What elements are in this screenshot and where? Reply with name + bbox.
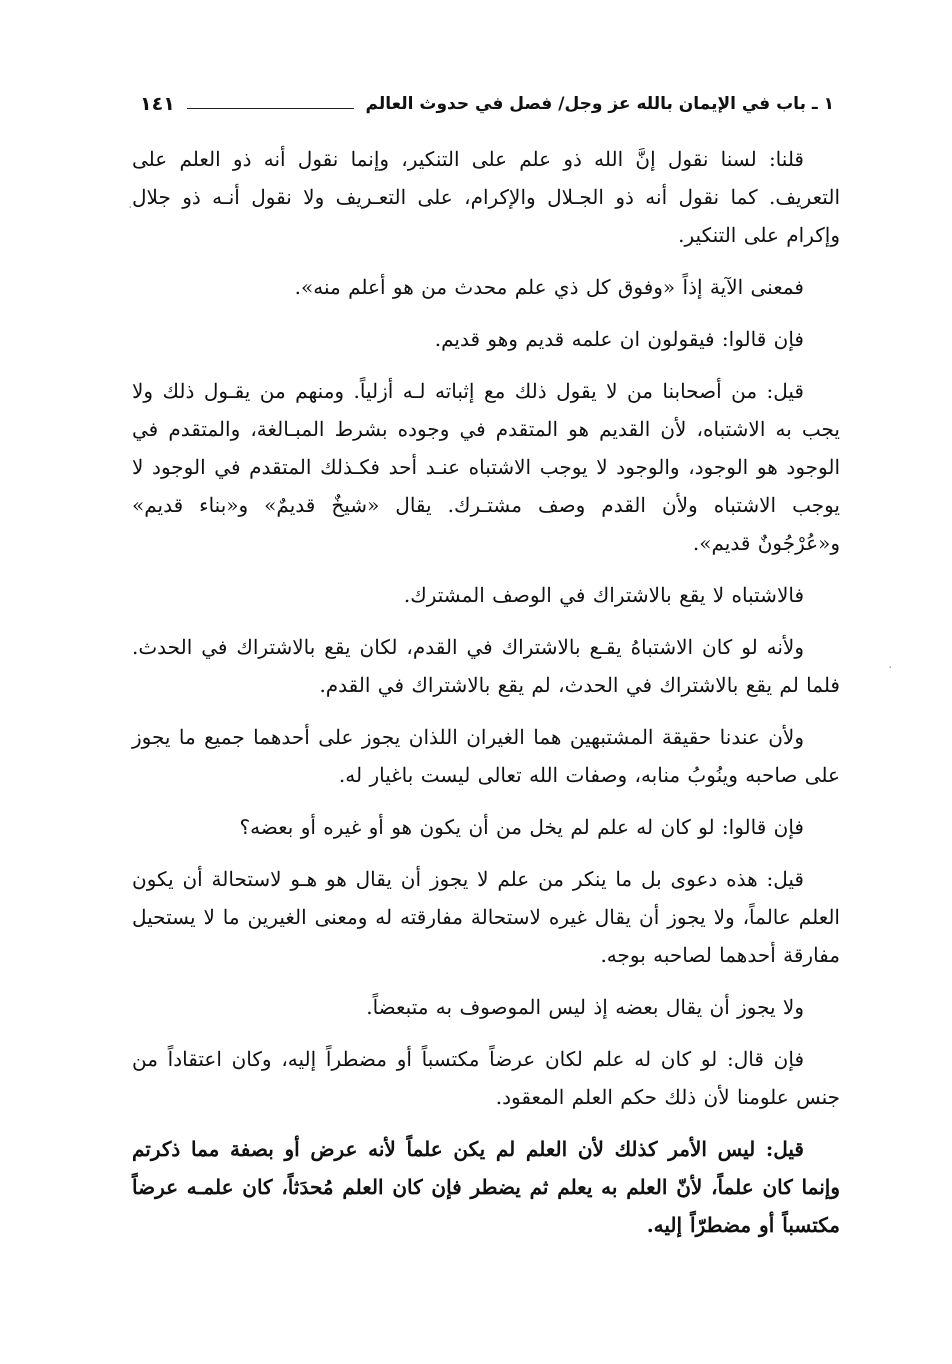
page-header (140, 86, 834, 122)
paragraph: قلنا: لسنا نقول إنَّ الله ذو علم على التنكير، وإنما نقول أنه ذو العلم على التعريف. كما نقول أنه ذو الجـلال والإكرام، على التعـريف ولا نقول أنـه ذو جلال وإكرام على التنكير. (132, 147, 840, 247)
paragraph: فمعنى الآية إذاً «وفوق كل ذي علم محدث من هو أعلم منه». (294, 275, 804, 299)
page-number: ١٤١ (140, 93, 175, 115)
paragraph: ولأن عندنا حقيقة المشتبهين هما الغيران اللذان يجوز على أحدهما جميع ما يجوز على صاحبه وينُوبُ منابه، وصفات الله تعالى ليست باغيار له. (132, 725, 840, 787)
paragraph: فإن قال: لو كان له علم لكان عرضاً مكتسباً أو مضطراً إليه، وكان اعتقاداً من جنس علومنا لأن ذلك حكم العلم المعقود. (132, 1047, 840, 1109)
paragraph: قيل: ليس الأمر كذلك لأن العلم لم يكن علماً لأنه عرض أو بصفة مما ذكرتم وإنما كان علماً، لأنّ العلم به يعلم ثم يضطر فإن كان العلم مُحدَثاً، كان علمـه عرضاً مكتسباً أو مضطرّاً إليه. (132, 1137, 840, 1237)
paragraph: فإن قالوا: فيقولون ان علمه قديم وهو قديم. (434, 327, 804, 351)
scan-speck: · (888, 660, 893, 676)
paragraph: ولا يجوز أن يقال بعضه إذ ليس الموصوف به متبعضاً. (366, 995, 804, 1019)
page-body (132, 140, 840, 1258)
paragraph: فإن قالوا: لو كان له علم لم يخل من أن يكون هو أو غيره أو بعضه؟ (239, 815, 804, 839)
paragraph: ولأنه لو كان الاشتباهُ يقـع بالاشتراك في القدم، لكان يقع بالاشتراك في الحدث. فلما لم يقع بالاشتراك في الحدث، لم يقع بالاشتراك في القدم. (132, 635, 840, 697)
header-rule (187, 108, 354, 109)
scan-speck: · (128, 200, 133, 216)
paragraph: قيل: هذه دعوى بل ما ينكر من علم لا يجوز أن يقال هو هـو لاستحالة أن يكون العلم عالماً، ولا يجوز أن يقال غيره لاستحالة مفارقته له ومعنى الغيرين ما لا يستحيل مفارقة أحدهما لصاحبه بوجه. (132, 867, 840, 967)
paragraph: فالاشتباه لا يقع بالاشتراك في الوصف المشترك. (403, 583, 804, 607)
running-title: ١ ـ باب في الإيمان بالله عز وجل/ فصل في حدوث العالم (365, 94, 834, 114)
paragraph: قيل: من أصحابنا من لا يقول ذلك مع إثباته لـه أزلياً. ومنهم من يقـول ذلك ولا يجب به الاشتباه، لأن القديم هو المتقدم في وجوده بشرط المبـالغة، والمتقدم في الوجود هو الوجود، والوجود لا يوجب الاشتباه عنـد أحد فكـذلك المتقدم في الوجود لا يوجب الاشتباه ولأن القدم وصف مشتـرك. يقال «شيخٌ قديمٌ» و«بناء قديم» و«عُرْجُونٌ قديم». (132, 379, 840, 555)
